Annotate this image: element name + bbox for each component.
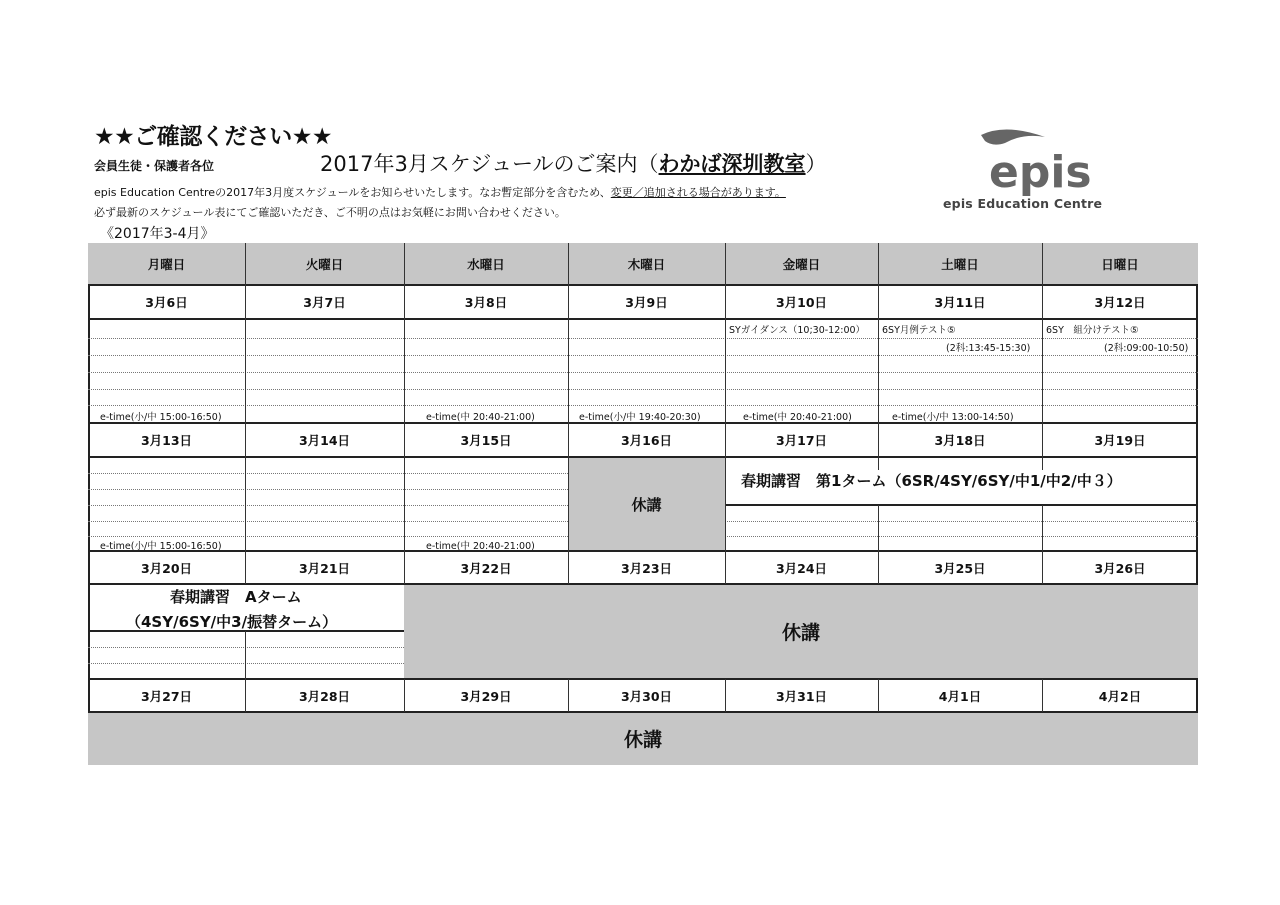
dotted-line: [88, 505, 568, 506]
closed-block-thu: 休講: [568, 457, 725, 551]
date-cell: 3月15日: [460, 433, 512, 448]
date-cell: 3月10日: [775, 295, 828, 310]
date-cell: 3月6日: [145, 295, 188, 310]
logo-text: epis Education Centre: [943, 196, 1103, 211]
weekday-sat: 土曜日: [941, 257, 979, 272]
column-rule: [245, 679, 246, 712]
date-cell: 3月17日: [775, 433, 828, 448]
notice-heading: ★★ご確認ください★★: [94, 124, 332, 150]
dotted-line: [88, 489, 568, 490]
date-cell: 3月9日: [625, 295, 668, 310]
rule: [88, 284, 1198, 286]
intro-line-1: [94, 184, 786, 200]
column-rule: [878, 679, 879, 712]
column-rule: [878, 505, 879, 551]
date-cell: 3月30日: [620, 688, 673, 704]
rule: [88, 630, 404, 632]
date-cell: 3月8日: [464, 295, 508, 310]
rule: [88, 318, 1198, 320]
date-cell: 3月29日: [460, 688, 512, 704]
closed-block-week4: 休講: [88, 712, 1198, 765]
dotted-line: [88, 389, 1198, 390]
etime-mon: e-time(小/中 15:00-16:50): [100, 541, 222, 552]
dotted-line: [88, 372, 1198, 373]
rule: [88, 678, 1198, 680]
logo-mark: epis: [989, 147, 1092, 198]
weekday-tue: 火曜日: [305, 257, 344, 272]
schedule-calendar: [88, 243, 1198, 765]
weekday-wed: 水曜日: [467, 257, 505, 272]
rule: [88, 550, 1198, 552]
date-cell: 4月2日: [1098, 688, 1142, 704]
column-rule: [878, 243, 879, 470]
date-cell: 3月28日: [298, 688, 351, 704]
dotted-line: [725, 521, 1198, 522]
dotted-line: [725, 536, 1198, 537]
column-rule: [878, 551, 879, 584]
date-cell: 3月16日: [620, 433, 673, 448]
intro-line-2: 必ず最新のスケジュール表にてご確認いただき、ご不明の点はお気軽にお問い合わせください。: [94, 206, 566, 219]
date-cell: 3月26日: [1094, 560, 1146, 576]
dotted-line: [88, 647, 404, 648]
column-rule: [1042, 551, 1043, 584]
dotted-line: [88, 663, 404, 664]
addressee: 会員生徒・保護者各位: [94, 159, 215, 173]
column-rule: [1042, 679, 1043, 712]
weekday-mon: 月曜日: [147, 257, 186, 272]
column-rule: [245, 551, 246, 584]
title-main: 2017年3月スケジュールのご案内（: [320, 152, 659, 176]
rule: [88, 583, 1198, 585]
date-cell: 3月24日: [775, 560, 828, 576]
dotted-line: [88, 355, 1198, 356]
closed-block-week3: 休講: [404, 584, 1198, 679]
document-title: [320, 148, 827, 178]
dotted-line: [88, 338, 1198, 339]
column-rule: [725, 243, 726, 551]
etime-thu: e-time(小/中 19:40-20:30): [579, 412, 701, 423]
date-cell: 3月27日: [140, 688, 193, 704]
etime-wed: e-time(中 20:40-21:00): [426, 412, 535, 423]
date-cell: 3月22日: [460, 560, 512, 576]
event-6sy-monthly-test-time: (2科:13:45-15:30): [946, 343, 1031, 354]
column-rule: [404, 679, 405, 712]
date-cell: 3月25日: [934, 560, 986, 576]
spring-a-term-line2: （4SY/6SY/中3/振替ターム）: [126, 613, 338, 631]
event-sy-guidance: SYガイダンス（10;30-12:00）: [729, 325, 866, 336]
date-cell: 3月19日: [1094, 433, 1146, 448]
column-rule: [568, 551, 569, 584]
event-6sy-group-test-time: (2科:09:00-10:50): [1104, 343, 1189, 354]
spring-term-1: 春期講習 第1ターム（6SR/4SY/6SY/中1/中2/中３）: [741, 472, 1122, 490]
date-cell: 3月14日: [298, 433, 351, 448]
column-rule: [1042, 243, 1043, 470]
date-cell: 3月13日: [140, 433, 193, 448]
dotted-line: [88, 521, 568, 522]
column-rule: [245, 631, 246, 679]
date-cell: 3月23日: [620, 560, 673, 576]
column-rule: [725, 551, 726, 584]
rule: [88, 422, 1198, 424]
rule: [88, 711, 1198, 713]
date-cell: 3月18日: [934, 433, 986, 448]
dotted-line: [88, 473, 568, 474]
event-6sy-monthly-test: 6SY月例テスト⑤: [882, 325, 956, 336]
event-6sy-group-test: 6SY 組分けテスト⑤: [1046, 325, 1139, 336]
weekday-sun: 日曜日: [1101, 257, 1139, 272]
rule: [88, 456, 1198, 458]
spring-a-term-line1: 春期講習 Aターム: [170, 588, 302, 606]
intro-line-1-underlined: 変更／追加される場合があります。: [610, 186, 786, 199]
date-cell: 3月20日: [140, 560, 193, 576]
column-rule: [725, 679, 726, 712]
weekday-fri: 金曜日: [782, 257, 821, 272]
date-cell: 3月21日: [298, 560, 351, 576]
dotted-line: [88, 536, 568, 537]
title-end: ）: [805, 152, 827, 176]
date-cell: 3月11日: [934, 295, 986, 310]
intro-line-1-text: epis Education Centreの2017年3月度スケジュールをお知らせいたします。なお暫定部分を含むため、: [94, 186, 611, 199]
title-branch: わかば深圳教室: [658, 152, 806, 176]
etime-wed: e-time(中 20:40-21:00): [426, 541, 535, 552]
column-rule: [1042, 505, 1043, 551]
rule: [725, 504, 1198, 506]
column-rule: [568, 243, 569, 551]
date-cell: 3月7日: [303, 295, 346, 310]
date-cell: 3月31日: [775, 688, 828, 704]
date-cell: 4月1日: [938, 688, 982, 704]
etime-mon: e-time(小/中 15:00-16:50): [100, 412, 222, 423]
column-rule: [568, 679, 569, 712]
etime-fri: e-time(中 20:40-21:00): [743, 412, 852, 423]
date-cell: 3月12日: [1094, 295, 1146, 310]
dotted-line: [88, 405, 1198, 406]
column-rule: [245, 243, 246, 551]
period-label: 《2017年3-4月》: [100, 226, 215, 242]
etime-sat: e-time(小/中 13:00-14:50): [892, 412, 1014, 423]
weekday-thu: 木曜日: [627, 257, 666, 272]
column-rule: [404, 243, 405, 584]
